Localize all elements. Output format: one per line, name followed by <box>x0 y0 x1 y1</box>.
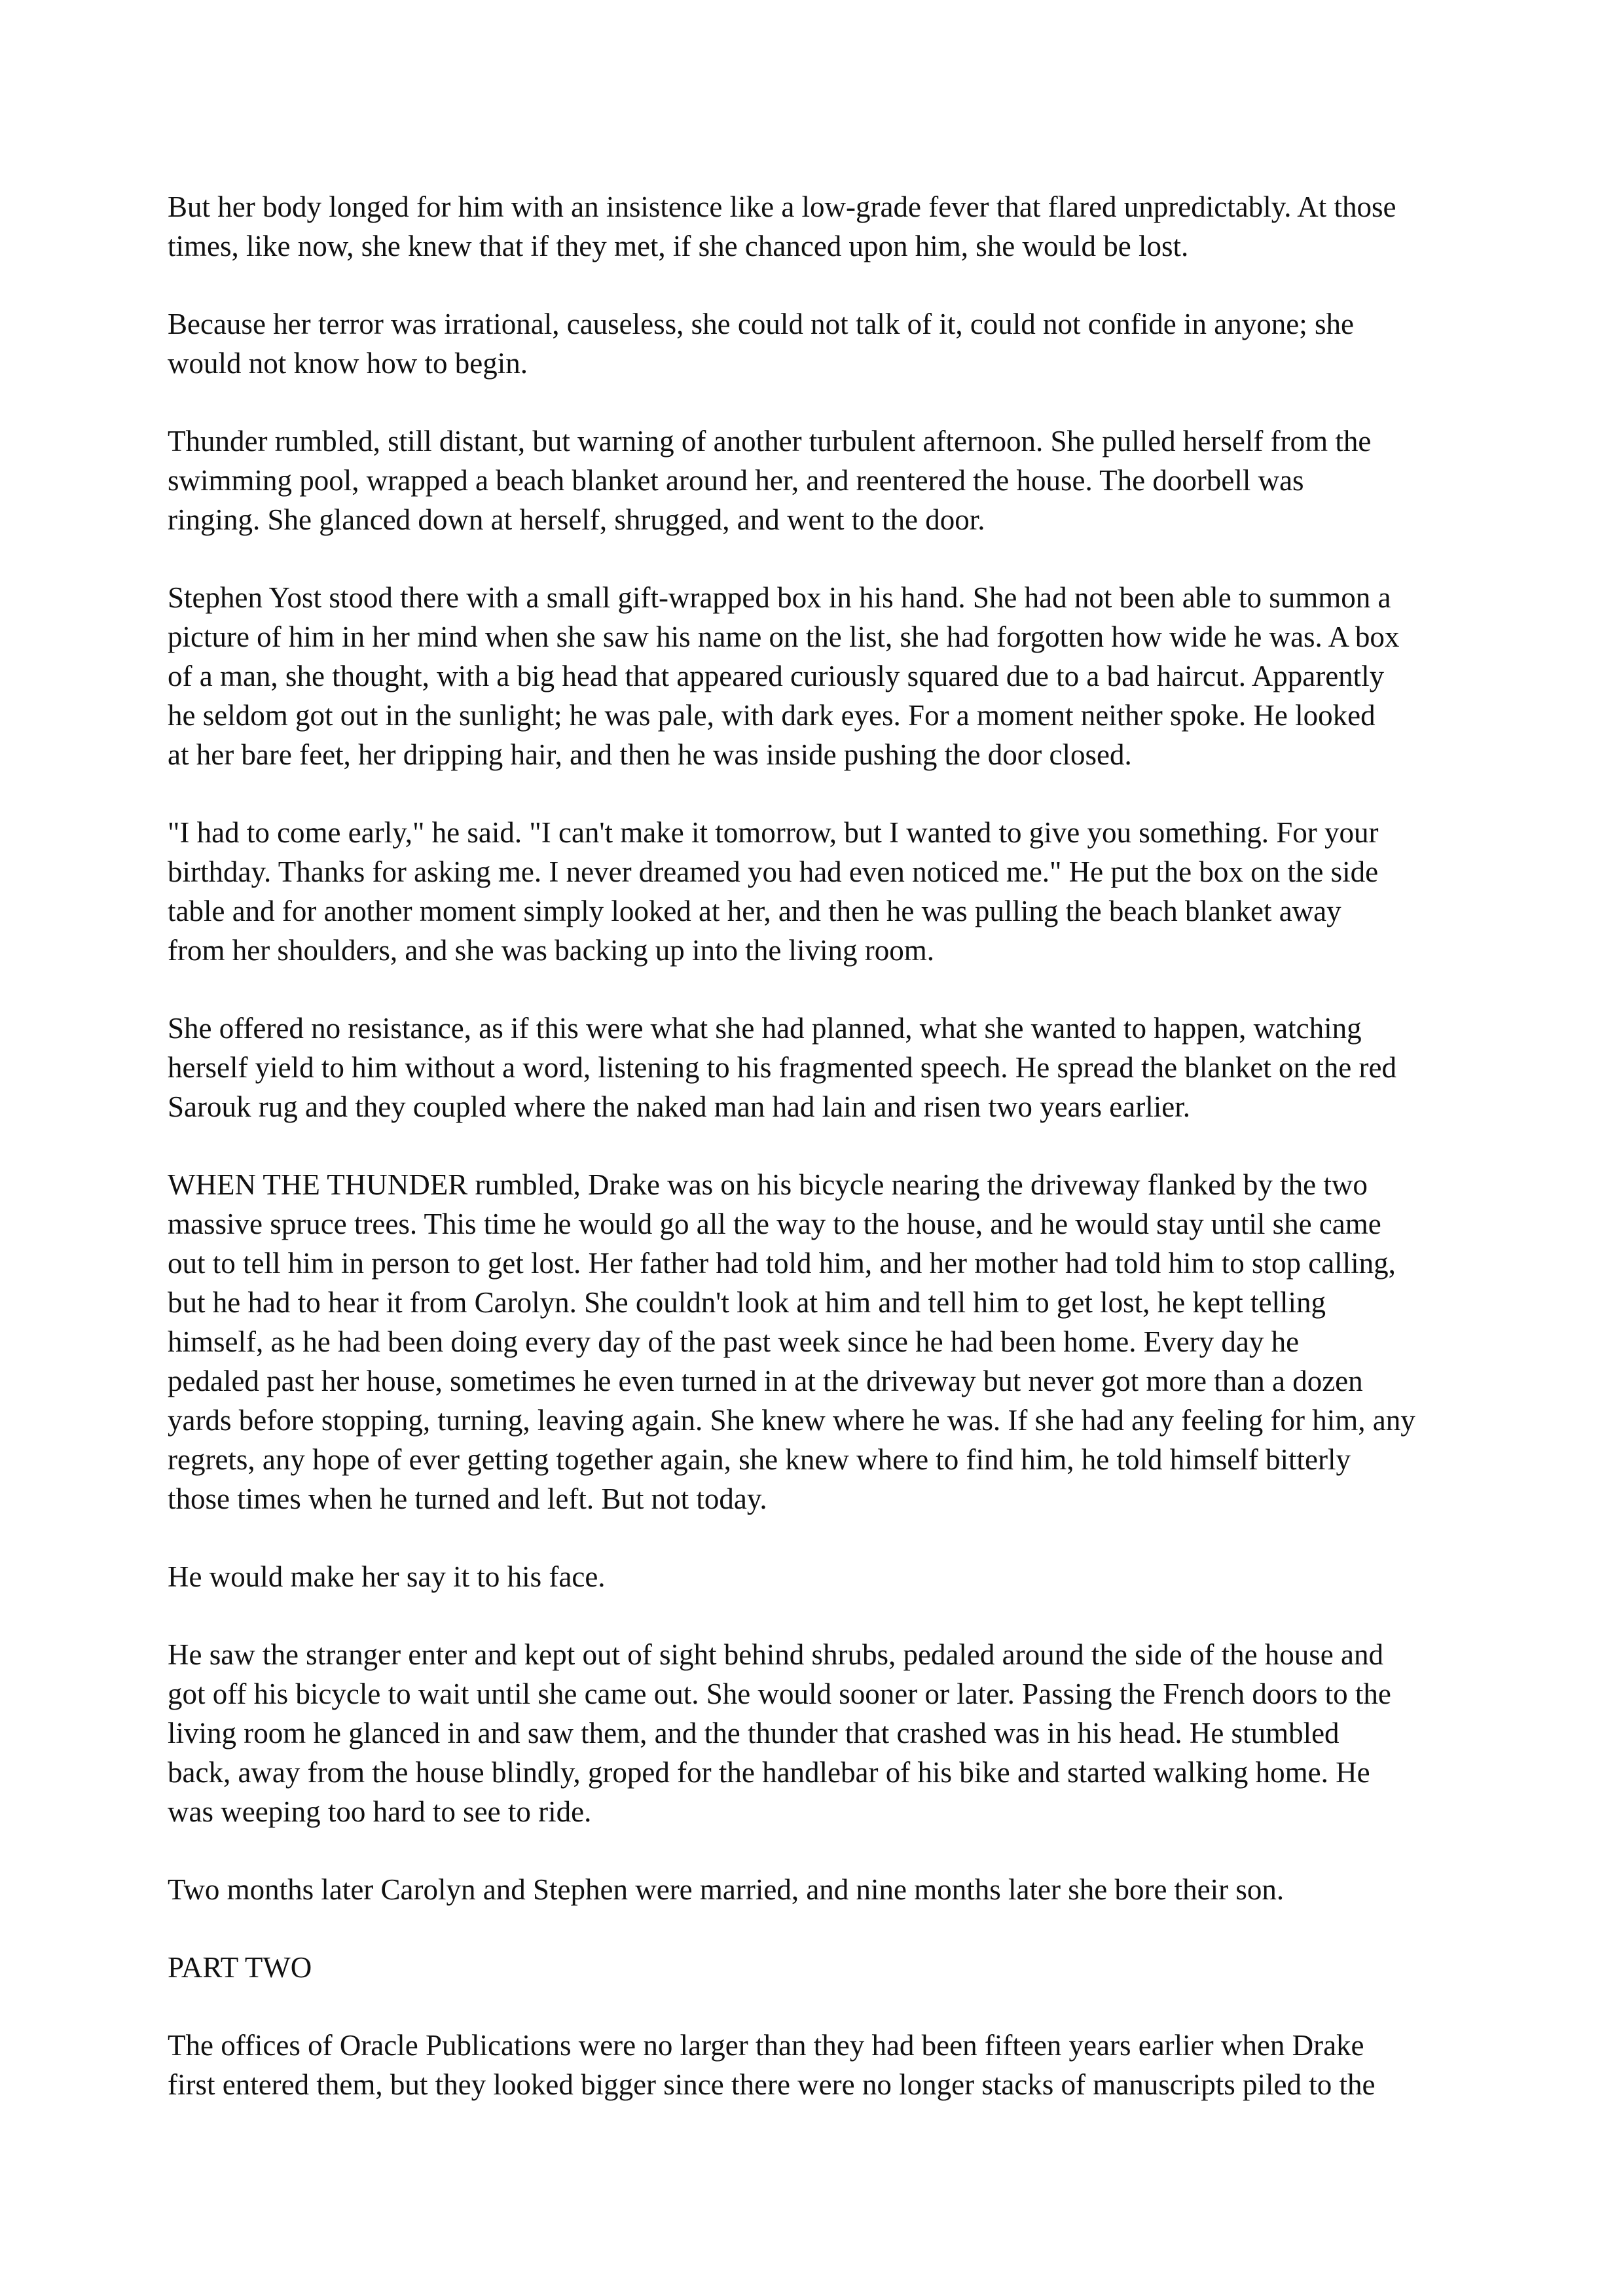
paragraph: "I had to come early," he said. "I can't make it tomorrow, but I wanted to give you something. For your birthday. Thanks for asking me. I never dreamed you had even noticed me." He put the box on the side table and for another moment simply looked at her, and then he was pulling the beach blanket away from her shoulders, and she was backing up into the living room. <box>168 816 1379 967</box>
paragraph: He would make her say it to his face. <box>168 1560 606 1593</box>
paragraph: Thunder rumbled, still distant, but warning of another turbulent afternoon. She pulled herself from the swimming pool, wrapped a beach blanket around her, and reentered the house. The doorbell was ringing. She glanced down at herself, shrugged, and went to the door. <box>168 425 1372 536</box>
paragraph: She offered no resistance, as if this were what she had planned, what she wanted to happen, watching herself yield to him without a word, listening to his fragmented speech. He spread the blanket on the red Sarouk rug and they coupled where the naked man had lain and risen two years earlier. <box>168 1012 1396 1123</box>
paragraph: Stephen Yost stood there with a small gift-wrapped box in his hand. She had not been able to summon a picture of him in her mind when she saw his name on the list, she had forgotten how wide he was. A box of a man, she thought, with a big head that appeared curiously squared due to a bad haircut. Apparently he seldom got out in the sunlight; he was pale, with dark eyes. For a moment neither spoke. He looked at her bare feet, her dripping hair, and then he was inside pushing the door closed. <box>168 581 1400 771</box>
paragraph: He saw the stranger enter and kept out of sight behind shrubs, pedaled around the side of the house and got off his bicycle to wait until she came out. She would sooner or later. Passing the French doors to the living room he glanced in and saw them, and the thunder that crashed was in his head. He stumbled back, away from the house blindly, groped for the handlebar of his bike and started walking home. He was weeping too hard to see to ride. <box>168 1638 1391 1828</box>
paragraph: Because her terror was irrational, causeless, she could not talk of it, could not confide in anyone; she would not know how to begin. <box>168 308 1354 380</box>
paragraph: WHEN THE THUNDER rumbled, Drake was on his bicycle nearing the driveway flanked by the two massive spruce trees. This time he would go all the way to the house, and he would stay until she came out to tell him in person to get lost. Her father had told him, and her mother had told him to stop calling, but he had to hear it from Carolyn. She couldn't look at him and tell him to get lost, he kept telling himself, as he had been doing every day of the past week since he had been home. Every day he pedaled past her house, sometimes he even turned in at the driveway but never got more than a dozen yards before stopping, turning, leaving again. She knew where he was. If she had any feeling for him, any regrets, any hope of ever getting together again, she knew where to find him, he told himself bitterly those times when he turned and left. But not today. <box>168 1168 1415 1515</box>
paragraph: But her body longed for him with an insistence like a low-grade fever that flared unpredictably. At those times, like now, she knew that if they met, if she chanced upon him, she would be lost. <box>168 190 1396 262</box>
paragraph: Two months later Carolyn and Stephen were married, and nine months later she bore their son. <box>168 1873 1285 1906</box>
body-text <box>168 187 1470 2104</box>
paragraph: The offices of Oracle Publications were no larger than they had been fifteen years earlier when Drake first entered them, but they looked bigger since there were no longer stacks of manuscripts piled to the <box>168 2029 1376 2101</box>
section-heading: PART TWO <box>168 1951 312 1984</box>
